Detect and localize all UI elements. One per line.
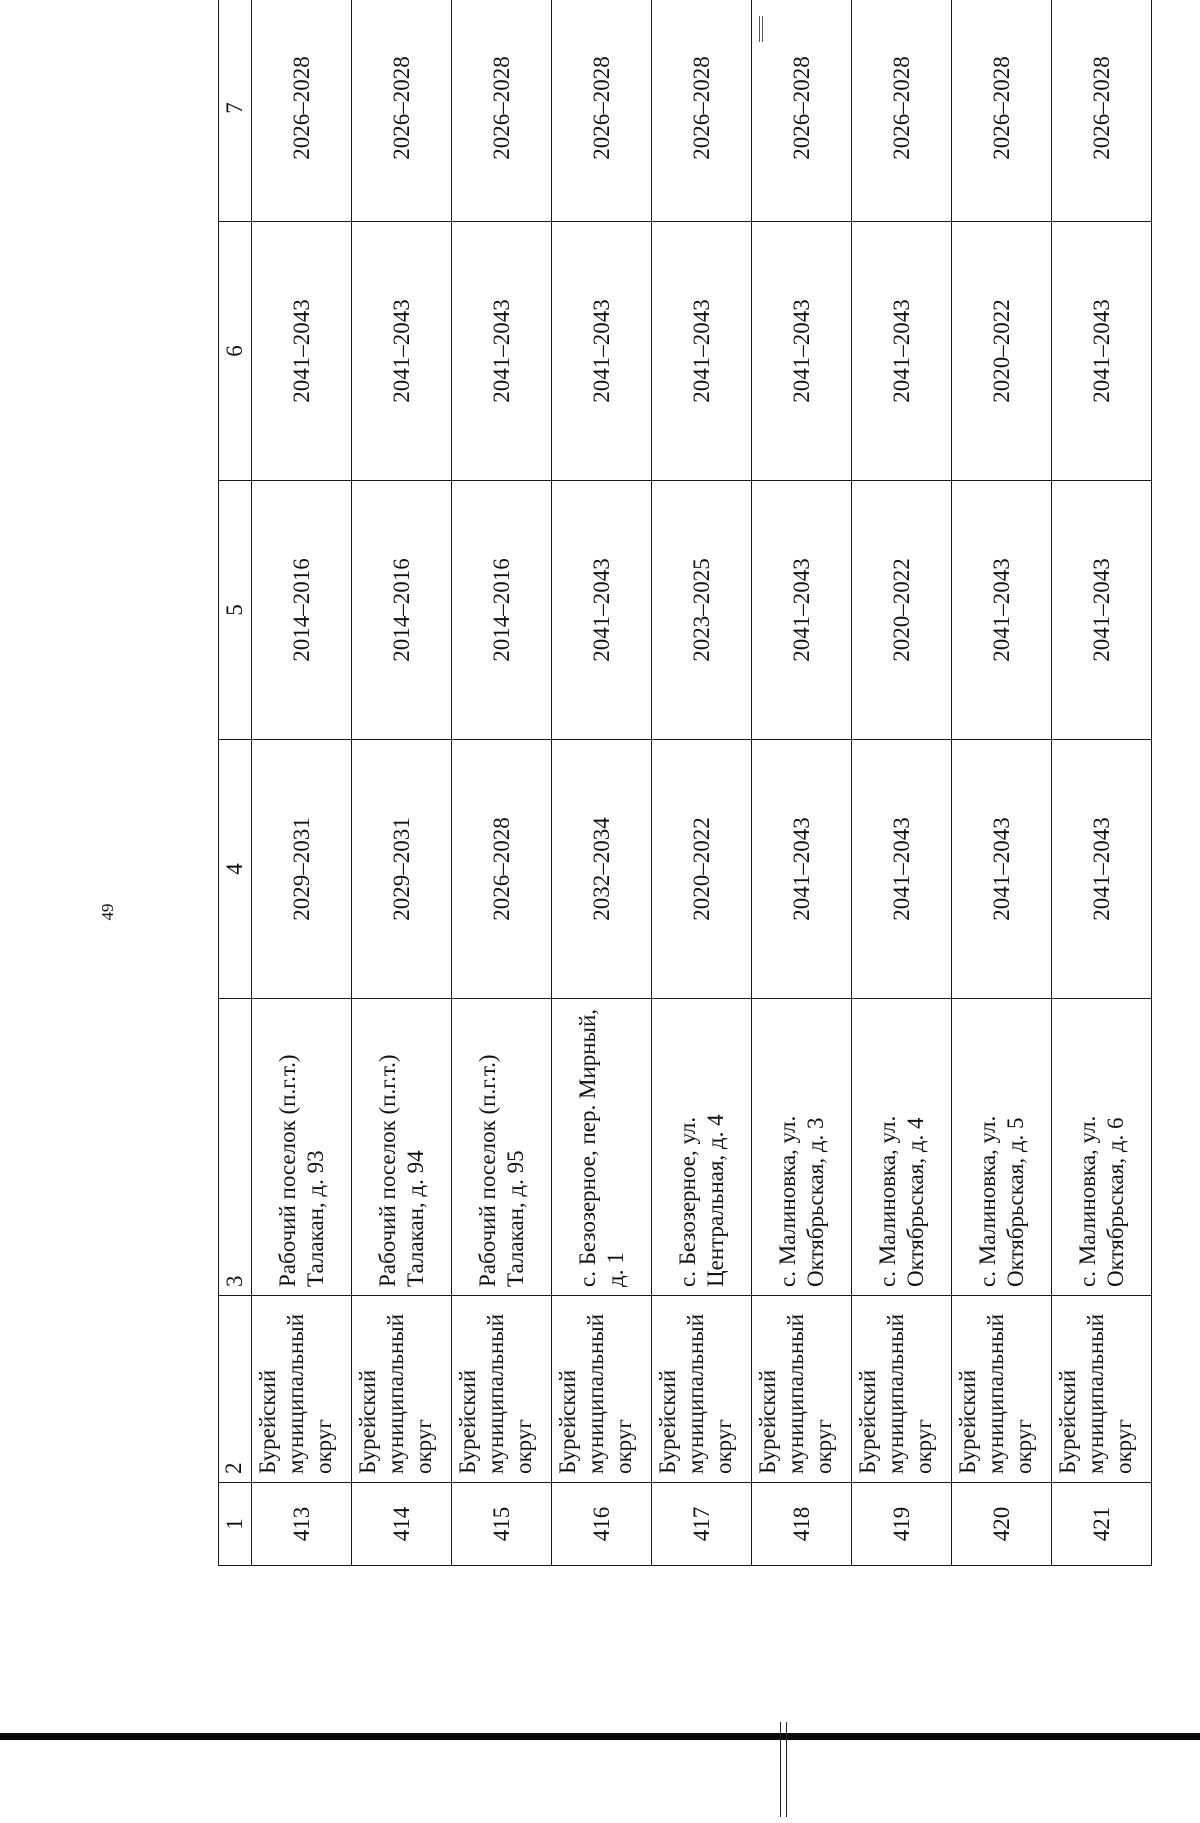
row-number-cell: 418 — [752, 1483, 852, 1566]
period-cell: 2041–2043 — [752, 222, 852, 481]
period-cell: 2020–2022 — [852, 481, 952, 740]
scan-bottom-bar — [0, 1733, 1200, 1740]
period-cell: 2041–2043 — [1052, 481, 1152, 740]
column-header-4: 4 — [219, 740, 252, 999]
period-cell: 2020–2022 — [952, 222, 1052, 481]
period-cell: 2026–2028 — [252, 0, 352, 222]
page-number: 49 — [98, 903, 117, 921]
row-number-cell: 416 — [552, 1483, 652, 1566]
district-cell: Бурейский муниципальный округ — [352, 1296, 452, 1483]
table-row — [1052, 0, 1152, 1566]
period-cell: 2041–2043 — [452, 222, 552, 481]
period-cell: 2026–2028 — [1052, 0, 1152, 222]
column-header-3: 3 — [219, 999, 252, 1296]
period-cell: 2041–2043 — [352, 222, 452, 481]
period-cell: 2041–2043 — [752, 740, 852, 999]
address-cell: Рабочий поселок (п.г.т.) Талакан, д. 95 — [452, 999, 552, 1296]
table-row — [852, 0, 952, 1566]
address-cell: с. Безозерное, ул. Центральная, д. 4 — [652, 999, 752, 1296]
district-cell: Бурейский муниципальный округ — [652, 1296, 752, 1483]
schedule-table — [218, 0, 1152, 1566]
period-cell: 2026–2028 — [952, 0, 1052, 222]
row-number-cell: 421 — [1052, 1483, 1152, 1566]
period-cell: 2026–2028 — [552, 0, 652, 222]
row-number-cell: 417 — [652, 1483, 752, 1566]
address-cell: Рабочий поселок (п.г.т.) Талакан, д. 94 — [352, 999, 452, 1296]
period-cell: 2041–2043 — [252, 222, 352, 481]
period-cell: 2014–2016 — [452, 481, 552, 740]
address-cell: с. Малиновка, ул. Октябрьская, д. 6 — [1052, 999, 1152, 1296]
period-cell: 2041–2043 — [852, 740, 952, 999]
district-cell: Бурейский муниципальный округ — [852, 1296, 952, 1483]
table-row — [752, 0, 852, 1566]
period-cell: 2014–2016 — [352, 481, 452, 740]
row-number-cell: 413 — [252, 1483, 352, 1566]
period-cell: 2041–2043 — [852, 222, 952, 481]
period-cell: 2041–2043 — [952, 740, 1052, 999]
period-cell: 2032–2034 — [552, 740, 652, 999]
period-cell: 2029–2031 — [352, 740, 452, 999]
address-cell: с. Малиновка, ул. Октябрьская, д. 3 — [752, 999, 852, 1296]
table-row — [452, 0, 552, 1566]
table-row — [252, 0, 352, 1566]
address-cell: с. Безозерное, пер. Мирный, д. 1 — [552, 999, 652, 1296]
period-cell: 2041–2043 — [752, 481, 852, 740]
column-header-2: 2 — [219, 1296, 252, 1483]
district-cell: Бурейский муниципальный округ — [252, 1296, 352, 1483]
district-cell: Бурейский муниципальный округ — [552, 1296, 652, 1483]
address-cell: Рабочий поселок (п.г.т.) Талакан, д. 93 — [252, 999, 352, 1296]
period-cell: 2026–2028 — [752, 0, 852, 222]
table-header-row — [219, 0, 252, 1566]
period-cell: 2041–2043 — [552, 481, 652, 740]
district-cell: Бурейский муниципальный округ — [752, 1296, 852, 1483]
row-number-cell: 419 — [852, 1483, 952, 1566]
district-cell: Бурейский муниципальный округ — [1052, 1296, 1152, 1483]
period-cell: 2041–2043 — [1052, 222, 1152, 481]
table-row — [952, 0, 1052, 1566]
row-number-cell: 415 — [452, 1483, 552, 1566]
district-cell: Бурейский муниципальный округ — [952, 1296, 1052, 1483]
period-cell: 2020–2022 — [652, 740, 752, 999]
period-cell: 2014–2016 — [252, 481, 352, 740]
period-cell: 2026–2028 — [852, 0, 952, 222]
district-cell: Бурейский муниципальный округ — [452, 1296, 552, 1483]
period-cell: 2029–2031 — [252, 740, 352, 999]
period-cell: 2026–2028 — [352, 0, 452, 222]
period-cell: 2026–2028 — [452, 740, 552, 999]
scan-bottom-mark — [780, 1722, 787, 1817]
period-cell: 2026–2028 — [452, 0, 552, 222]
row-number-cell: 414 — [352, 1483, 452, 1566]
column-header-7: 7 — [219, 0, 252, 222]
period-cell: 2023–2025 — [652, 481, 752, 740]
row-number-cell: 420 — [952, 1483, 1052, 1566]
column-header-1: 1 — [219, 1483, 252, 1566]
table-row — [552, 0, 652, 1566]
period-cell: 2026–2028 — [652, 0, 752, 222]
rotated-table-container — [218, 56, 1152, 1566]
address-cell: с. Малиновка, ул. Октябрьская, д. 5 — [952, 999, 1052, 1296]
period-cell: 2041–2043 — [952, 481, 1052, 740]
period-cell: 2041–2043 — [552, 222, 652, 481]
column-header-6: 6 — [219, 222, 252, 481]
period-cell: 2041–2043 — [1052, 740, 1152, 999]
table-row — [352, 0, 452, 1566]
table-row — [652, 0, 752, 1566]
column-header-5: 5 — [219, 481, 252, 740]
address-cell: с. Малиновка, ул. Октябрьская, д. 4 — [852, 999, 952, 1296]
period-cell: 2041–2043 — [652, 222, 752, 481]
